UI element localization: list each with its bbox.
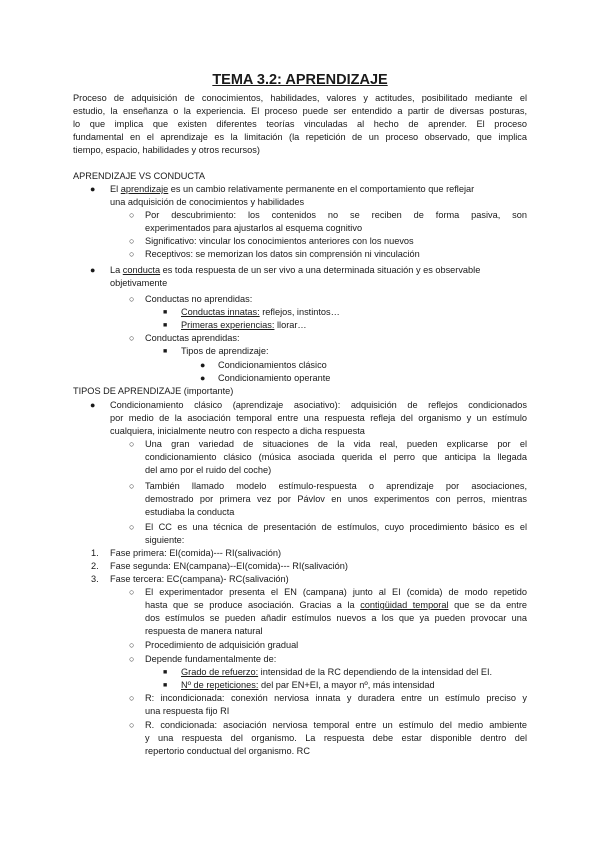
list-item: Conductas no aprendidas: — [145, 294, 253, 304]
list-item: El aprendizaje es un cambio relativamente permanente en el comportamiento que reflejar — [110, 184, 475, 194]
bullet-disc-icon: ● — [90, 265, 96, 275]
intro-line: estudio, la enseñanza o la experiencia. El proceso puede ser entendido a partir de diversas posturas, — [73, 106, 527, 116]
bullet-square-icon: ■ — [163, 669, 168, 676]
bullet-circle-icon: ○ — [129, 210, 135, 220]
list-item: Primeras experiencias: llorar… — [181, 320, 307, 330]
list-item: R. condicionada: asociación nerviosa temporal entre un estímulo del medio ambiente — [145, 720, 527, 730]
list-item-continuation: cualquiera, inicialmente neutro con respecto a dicha respuesta — [110, 426, 365, 436]
bullet-circle-icon: ○ — [129, 481, 135, 491]
list-item: El experimentador presenta el EN (campana) junto al EI (comida) de modo repetido — [145, 587, 527, 597]
bullet-disc-icon: ● — [90, 184, 96, 194]
intro-line: fundamental en el aprendizaje es la limitación (la repetición de un proceso observado, que implica — [73, 132, 527, 142]
list-item-continuation: una respuesta fijo RI — [145, 706, 230, 716]
list-item-continuation: dos estímulos se pueden añadir estímulos nuevos a los que ya pueden provocar una — [145, 613, 527, 623]
list-item-continuation: una adquisición de conocimientos y habilidades — [110, 197, 305, 207]
list-item-continuation: del amo por el ruido del coche) — [145, 465, 272, 475]
bullet-circle-icon: ○ — [129, 249, 135, 259]
list-item: Conductas innatas: reflejos, instintos… — [181, 307, 340, 317]
list-item: También llamado modelo estímulo-respuesta o aprendizaje por asociaciones, — [145, 481, 527, 491]
list-item: Condicionamiento clásico (aprendizaje asociativo): adquisición de reflejos condicionados — [110, 400, 527, 410]
list-item: Por descubrimiento: los contenidos no se reciben de forma pasiva, son — [145, 210, 527, 220]
intro-line: tiempo, espacio, habilidades y otros recursos) — [73, 145, 260, 155]
list-item-continuation: demostrado por primera vez por Pávlov en unos experimentos con perros, mientras — [145, 494, 527, 504]
list-item-continuation: repertorio conductual del organismo. RC — [145, 746, 310, 756]
list-item: Tipos de aprendizaje: — [181, 346, 269, 356]
list-item: Condicionamientos clásico — [218, 360, 327, 370]
page-title: TEMA 3.2: APRENDIZAJE — [212, 72, 388, 88]
list-item: Procedimiento de adquisición gradual — [145, 640, 299, 650]
list-item: Fase segunda: EN(campana)--EI(comida)--- RI(salivación) — [110, 561, 348, 571]
list-item-continuation: estudiaba la conducta — [145, 507, 235, 517]
bullet-square-icon: ■ — [163, 682, 168, 689]
list-number: 3. — [91, 574, 99, 584]
list-item: Significativo: vincular los conocimientos anteriores con los nuevos — [145, 236, 414, 246]
list-item: Fase primera: EI(comida)--- RI(salivación) — [110, 548, 282, 558]
bullet-circle-icon: ○ — [129, 236, 135, 246]
list-item: Una gran variedad de situaciones de la vida real, pueden explicarse por el — [145, 439, 527, 449]
list-item: Fase tercera: EC(campana)- RC(salivación) — [110, 574, 289, 584]
list-item: El CC es una técnica de presentación de estímulos, cuyo procedimiento básico es el — [145, 522, 527, 532]
list-item-continuation: condicionamiento clásico (música asociada querida el perro que anticipa la llegada — [145, 452, 527, 462]
list-item-continuation: siguiente: — [145, 535, 185, 545]
list-item-continuation: objetivamente — [110, 278, 168, 288]
bullet-square-icon: ■ — [163, 322, 168, 329]
list-item: Condicionamiento operante — [218, 373, 331, 383]
bullet-square-icon: ■ — [163, 309, 168, 316]
list-item: Grado de refuerzo: intensidad de la RC dependiendo de la intensidad del EI. — [181, 667, 493, 677]
list-item-continuation: y una respuesta del organismo. La respuesta debe estar disponible dentro del — [145, 733, 527, 743]
list-item-continuation: experimentados para ajustarlos al esquema cognitivo — [145, 223, 363, 233]
list-item: Depende fundamentalmente de: — [145, 654, 277, 664]
list-item: Nº de repeticiones: del par EN+EI, a mayor nº, más intensidad — [181, 680, 435, 690]
bullet-circle-icon: ○ — [129, 294, 135, 304]
list-item: La conducta es toda respuesta de un ser vivo a una determinada situación y es observable — [110, 265, 481, 275]
bullet-disc-icon: ● — [200, 360, 206, 370]
bullet-disc-icon: ● — [200, 373, 206, 383]
intro-line: Proceso de adquisición de conocimientos, habilidades, valores y actitudes, posibilitado mediante el — [73, 93, 527, 103]
list-item: Receptivos: se memorizan los datos sin comprensión ni vinculación — [145, 249, 420, 259]
bullet-circle-icon: ○ — [129, 587, 135, 597]
bullet-circle-icon: ○ — [129, 693, 135, 703]
bullet-disc-icon: ● — [90, 400, 96, 410]
list-item: Conductas aprendidas: — [145, 333, 240, 343]
bullet-square-icon: ■ — [163, 348, 168, 355]
list-item-continuation: hasta que se produce asociación. Gracias a la contigüidad temporal que se da entre — [145, 600, 528, 610]
section-heading: APRENDIZAJE VS CONDUCTA — [73, 171, 206, 181]
bullet-circle-icon: ○ — [129, 654, 135, 664]
list-item-continuation: por medio de la asociación temporal entre una respuesta refleja del organismo y un estímulo — [110, 413, 527, 423]
section-heading: TIPOS DE APRENDIZAJE (importante) — [73, 386, 234, 396]
bullet-circle-icon: ○ — [129, 522, 135, 532]
list-number: 1. — [91, 548, 99, 558]
bullet-circle-icon: ○ — [129, 333, 135, 343]
bullet-circle-icon: ○ — [129, 640, 135, 650]
list-item-continuation: respuesta de manera natural — [145, 626, 263, 636]
bullet-circle-icon: ○ — [129, 439, 135, 449]
list-number: 2. — [91, 561, 99, 571]
list-item: R: incondicionada: conexión nerviosa innata y duradera entre un estímulo preciso y — [145, 693, 527, 703]
intro-line: lo que implica que existen diferentes teorías vinculadas al hecho de aprender. El proceso — [73, 119, 527, 129]
bullet-circle-icon: ○ — [129, 720, 135, 730]
